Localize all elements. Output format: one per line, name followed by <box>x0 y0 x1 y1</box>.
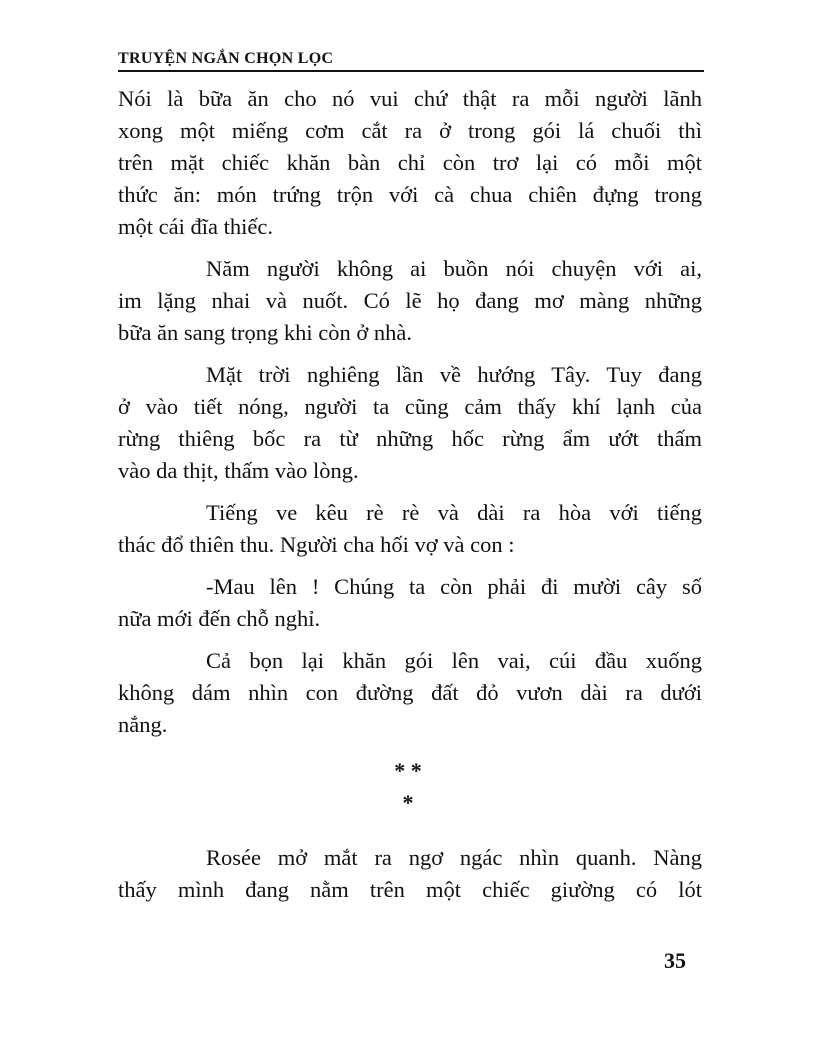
paragraph <box>118 645 702 741</box>
text-line: Nói là bữa ăn cho nó vui chứ thật ra mỗi người lãnh <box>118 86 702 111</box>
text-line: bữa ăn sang trọng khi còn ở nhà. <box>118 320 413 345</box>
text-line: thác đổ thiên thu. Người cha hối vợ và con : <box>118 532 515 557</box>
text-line: Mặt trời nghiêng lần về hướng Tây. Tuy đang <box>206 362 702 387</box>
paragraph <box>118 359 702 487</box>
text-line: -Mau lên ! Chúng ta còn phải đi mười cây số <box>206 574 702 599</box>
paragraph <box>118 497 702 561</box>
text-line: nắng. <box>118 712 168 737</box>
text-line: trên mặt chiếc khăn bàn chỉ còn trơ lại có mỗi một <box>118 150 702 175</box>
text-line: không dám nhìn con đường đất đỏ vươn dài ra dưới <box>118 680 702 705</box>
paragraph <box>118 842 702 906</box>
page-body <box>118 83 702 751</box>
text-line: một cái đĩa thiếc. <box>118 214 273 239</box>
text-line: thức ăn: món trứng trộn với cà chua chiên đựng trong <box>118 182 702 207</box>
text-line: im lặng nhai và nuốt. Có lẽ họ đang mơ màng những <box>118 288 702 313</box>
text-line: nữa mới đến chỗ nghỉ. <box>118 606 321 631</box>
text-line: rừng thiêng bốc ra từ những hốc rừng ẩm ướt thấm <box>118 426 702 451</box>
book-title: TRUYỆN NGẮN CHỌN LỌC <box>118 50 334 67</box>
paragraph <box>118 571 702 635</box>
section-separator-top: * * <box>394 758 422 783</box>
text-line: Cả bọn lại khăn gói lên vai, cúi đầu xuống <box>206 648 702 673</box>
text-line: ở vào tiết nóng, người ta cũng cảm thấy khí lạnh của <box>118 394 702 419</box>
text-line: xong một miếng cơm cắt ra ở trong gói lá chuối thì <box>118 118 702 143</box>
text-line: thấy mình đang nằm trên một chiếc giường có lót <box>118 877 702 902</box>
text-line: Năm người không ai buồn nói chuyện với ai, <box>206 256 702 281</box>
section-separator-bottom: * <box>402 790 414 815</box>
page-number: 35 <box>664 948 686 973</box>
paragraph <box>118 253 702 349</box>
running-header <box>118 50 704 72</box>
paragraph <box>118 83 702 243</box>
text-line: Tiếng ve kêu rè rè và dài ra hòa với tiếng <box>206 500 702 525</box>
text-line: Rosée mở mắt ra ngơ ngác nhìn quanh. Nàng <box>206 845 702 870</box>
text-line: vào da thịt, thấm vào lòng. <box>118 458 359 483</box>
